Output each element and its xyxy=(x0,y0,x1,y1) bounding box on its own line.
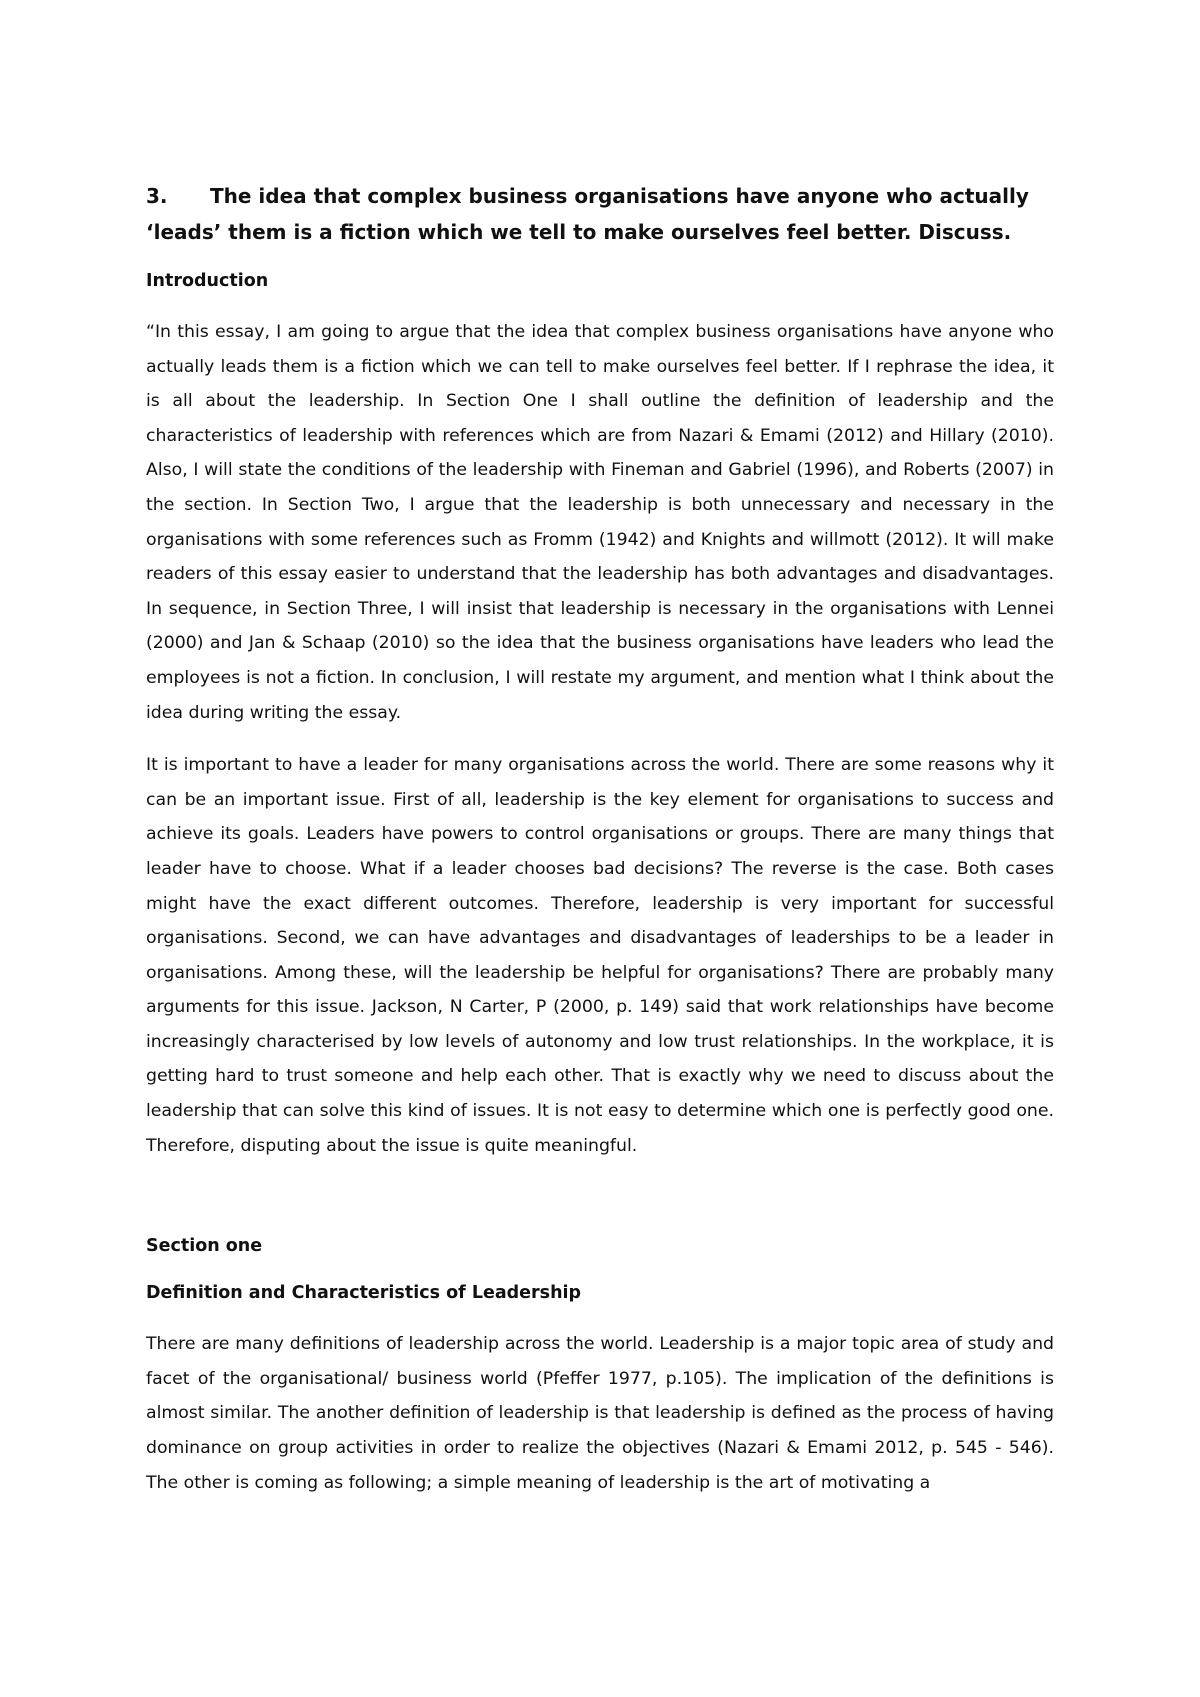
introduction-heading: Introduction xyxy=(146,271,269,291)
document-body xyxy=(146,178,1054,1518)
section-one-heading: Section one xyxy=(146,1236,263,1257)
essay-title-number: 3. xyxy=(146,184,168,208)
essay-title xyxy=(146,178,1054,250)
section-one-paragraph-1: There are many definitions of leadership across the world. Leadership is a major topic area of study and facet of the organisational/ business world (Pfeffer 1977, p.105). The implication of the definitions is almost similar. The another definition of leadership is that leadership is defined as the process of having dominance on group activities in order to realize the objectives (Nazari & Emami 2012, p. 545 - 546). The other is coming as following; a simple meaning of leadership is the art of motivating a xyxy=(146,1334,1054,1493)
intro-paragraph-2: It is important to have a leader for many organisations across the world. There are some reasons why it can be an important issue. First of all, leadership is the key element for organisations to success and achieve its goals. Leaders have powers to control organisations or groups. There are many things that leader have to choose. What if a leader chooses bad decisions? The reverse is the case. Both cases might have the exact different outcomes. Therefore, leadership is very important for successful organisations. Second, we can have advantages and disadvantages of leaderships to be a leader in organisations. Among these, will the leadership be helpful for organisations? There are probably many arguments for this issue. Jackson, N Carter, P (2000, p. 149) said that work relationships have become increasingly characterised by low levels of autonomy and low trust relationships. In the workplace, it is getting hard to trust someone and help each other. That is exactly why we need to discuss about the leadership that can solve this kind of issues. It is not easy to determine which one is perfectly good one. Therefore, disputing about the issue is quite meaningful. xyxy=(146,755,1054,1156)
essay-title-text: The idea that complex business organisations have anyone who actually ‘leads’ them is a fiction which we tell to make ourselves feel better. Discuss. xyxy=(146,184,1029,244)
section-spacer xyxy=(146,1181,1054,1233)
definition-heading: Definition and Characteristics of Leadership xyxy=(146,1283,582,1304)
intro-paragraph-1: “In this essay, I am going to argue that the idea that complex business organisations have anyone who actually leads them is a fiction which we can tell to make ourselves feel better. If I rephrase the idea, it is all about the leadership. In Section One I shall outline the definition of leadership and the characteristics of leadership with references which are from Nazari & Emami (2012) and Hillary (2010). Also, I will state the conditions of the leadership with Fineman and Gabriel (1996), and Roberts (2007) in the section. In Section Two, I argue that the leadership is both unnecessary and necessary in the organisations with some references such as Fromm (1942) and Knights and willmott (2012). It will make readers of this essay easier to understand that the leadership has both advantages and disadvantages. In sequence, in Section Three, I will insist that leadership is necessary in the organisations with Lennei (2000) and Jan & Schaap (2010) so the idea that the business organisations have leaders who lead the employees is not a fiction. In conclusion, I will restate my argument, and mention what I think about the idea during writing the essay. xyxy=(146,322,1054,723)
